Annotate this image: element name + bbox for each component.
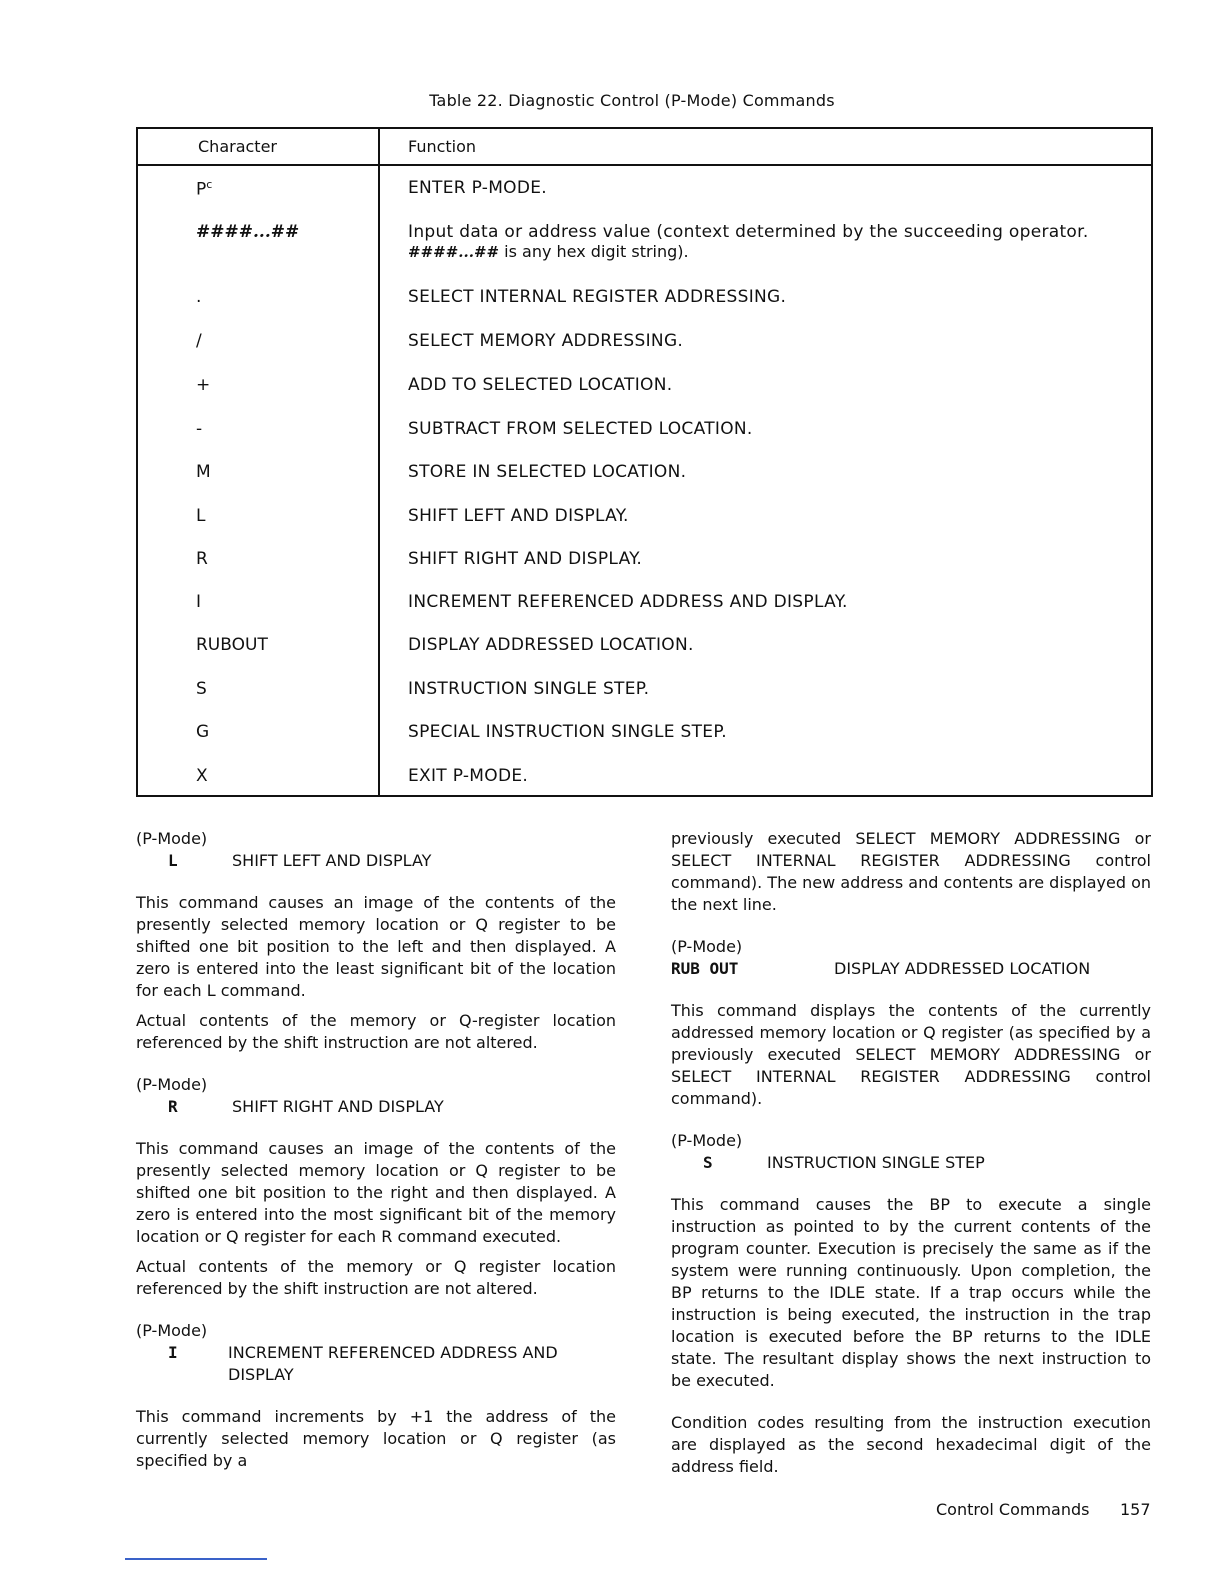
row-character: X: [196, 766, 208, 786]
paragraph: Actual contents of the memory or Q register location referenced by the shift instruction are not altered.: [136, 1257, 616, 1298]
command-key: L: [168, 851, 178, 870]
row-function: INSTRUCTION SINGLE STEP.: [408, 679, 650, 699]
command-key: RUB OUT: [671, 959, 739, 978]
table-divider-header: [138, 164, 1151, 166]
table-row: [138, 462, 1151, 502]
row-function: SHIFT RIGHT AND DISPLAY.: [408, 549, 643, 569]
row-function: INCREMENT REFERENCED ADDRESS AND DISPLAY.: [408, 592, 848, 612]
paragraph: This command causes an image of the contents of the presently selected memory location or Q register to be shifted one bit position to the right and then displayed. A zero is entered into the most significant bit of the memory location or Q register for each R command executed.: [136, 1139, 616, 1246]
table-row: [138, 592, 1151, 632]
command-key: R: [168, 1097, 178, 1116]
command-title-cont: DISPLAY: [228, 1365, 294, 1384]
paragraph: previously executed SELECT MEMORY ADDRESSING or SELECT INTERNAL REGISTER ADDRESSING control command). The new address and contents are displayed on the next line.: [671, 829, 1151, 914]
paragraph: Actual contents of the memory or Q-register location referenced by the shift instruction are not altered.: [136, 1011, 616, 1052]
command-title: SHIFT RIGHT AND DISPLAY: [232, 1097, 444, 1116]
row-function-cont: ####...## is any hex digit string).: [408, 242, 689, 261]
mode-label: (P-Mode): [136, 1075, 208, 1094]
table-row: [138, 635, 1151, 675]
mode-label: (P-Mode): [136, 829, 208, 848]
row-character: RUBOUT: [196, 635, 268, 655]
row-function: Input data or address value (context determined by the succeeding operator.: [408, 222, 1089, 242]
row-character: R: [196, 549, 208, 569]
row-function: ENTER P-MODE.: [408, 178, 547, 198]
mode-label: (P-Mode): [671, 937, 743, 956]
command-title: INSTRUCTION SINGLE STEP: [767, 1153, 985, 1172]
row-character: +: [196, 375, 211, 395]
left-column: [136, 828, 616, 1472]
command-heading-rubout: [671, 958, 1151, 980]
row-function: ADD TO SELECTED LOCATION.: [408, 375, 673, 395]
decorative-underline: [125, 1558, 267, 1560]
command-key: S: [703, 1153, 713, 1172]
command-heading-r: [136, 1096, 616, 1118]
paragraph: Condition codes resulting from the instruction execution are displayed as the second hexadecimal digit of the address field.: [671, 1413, 1151, 1476]
mode-label: (P-Mode): [671, 1131, 743, 1150]
table-row: [138, 679, 1151, 719]
table-row: [138, 506, 1151, 546]
row-function: DISPLAY ADDRESSED LOCATION.: [408, 635, 694, 655]
right-column: [671, 828, 1151, 1478]
table-row: [138, 375, 1151, 415]
footer-section-label: Control Commands: [936, 1500, 1090, 1519]
command-title: SHIFT LEFT AND DISPLAY: [232, 851, 432, 870]
paragraph: This command increments by +1 the address of the currently selected memory location or Q register (as specified by a: [136, 1407, 616, 1470]
row-function: SUBTRACT FROM SELECTED LOCATION.: [408, 419, 753, 439]
row-character: -: [196, 419, 203, 439]
row-character: L: [196, 506, 206, 526]
row-character: I: [196, 592, 202, 612]
table-row: [138, 287, 1151, 327]
table-row: [138, 222, 1151, 262]
paragraph: This command causes an image of the contents of the presently selected memory location or Q register to be shifted one bit position to the left and then displayed. A zero is entered into the least significant bit of the location for each L command.: [136, 893, 616, 1000]
row-character: S: [196, 679, 207, 699]
table-row: [138, 549, 1151, 589]
header-character: Character: [198, 137, 277, 156]
table-row: [138, 419, 1151, 459]
command-heading-i: [136, 1342, 616, 1364]
command-title: INCREMENT REFERENCED ADDRESS AND: [228, 1343, 558, 1362]
row-function: SELECT MEMORY ADDRESSING.: [408, 331, 684, 351]
row-character: M: [196, 462, 211, 482]
row-function: EXIT P-MODE.: [408, 766, 529, 786]
command-heading-l: [136, 850, 616, 872]
row-character: G: [196, 722, 210, 742]
command-key: I: [168, 1343, 178, 1362]
table-row: [138, 178, 1151, 218]
commands-table: [136, 127, 1153, 797]
row-character: .: [196, 287, 202, 307]
paragraph: This command causes the BP to execute a single instruction as pointed to by the current contents of the program counter. Execution is precisely the same as if the system were running continuously. Upon completion, the BP returns to the IDLE state. If a trap occurs while the instruction is being executed, the instruction in the trap location is executed before the BP returns to the IDLE state. The resultant display shows the next instruction to be executed.: [671, 1195, 1151, 1390]
row-character: $P^c$: [196, 178, 213, 200]
table-row: [138, 331, 1151, 371]
row-function: SHIFT LEFT AND DISPLAY.: [408, 506, 629, 526]
row-function: STORE IN SELECTED LOCATION.: [408, 462, 687, 482]
header-function: Function: [408, 137, 477, 156]
mode-label: (P-Mode): [136, 1321, 208, 1340]
row-character: /: [196, 331, 202, 351]
row-function: SPECIAL INSTRUCTION SINGLE STEP.: [408, 722, 727, 742]
paragraph: This command displays the contents of the currently addressed memory location or Q register (as specified by a previously executed SELECT MEMORY ADDRESSING or SELECT INTERNAL REGISTER ADDRESSING control command).: [671, 1001, 1151, 1108]
row-function: SELECT INTERNAL REGISTER ADDRESSING.: [408, 287, 787, 307]
command-title: DISPLAY ADDRESSED LOCATION: [834, 959, 1091, 978]
table-row: [138, 766, 1151, 806]
table-caption: Table 22. Diagnostic Control (P-Mode) Commands: [429, 91, 835, 110]
command-heading-s: [671, 1152, 1151, 1174]
row-character: ####...##: [196, 222, 300, 242]
page-number: 157: [1120, 1500, 1151, 1519]
table-row: [138, 722, 1151, 762]
command-heading-i-cont: [136, 1364, 616, 1386]
